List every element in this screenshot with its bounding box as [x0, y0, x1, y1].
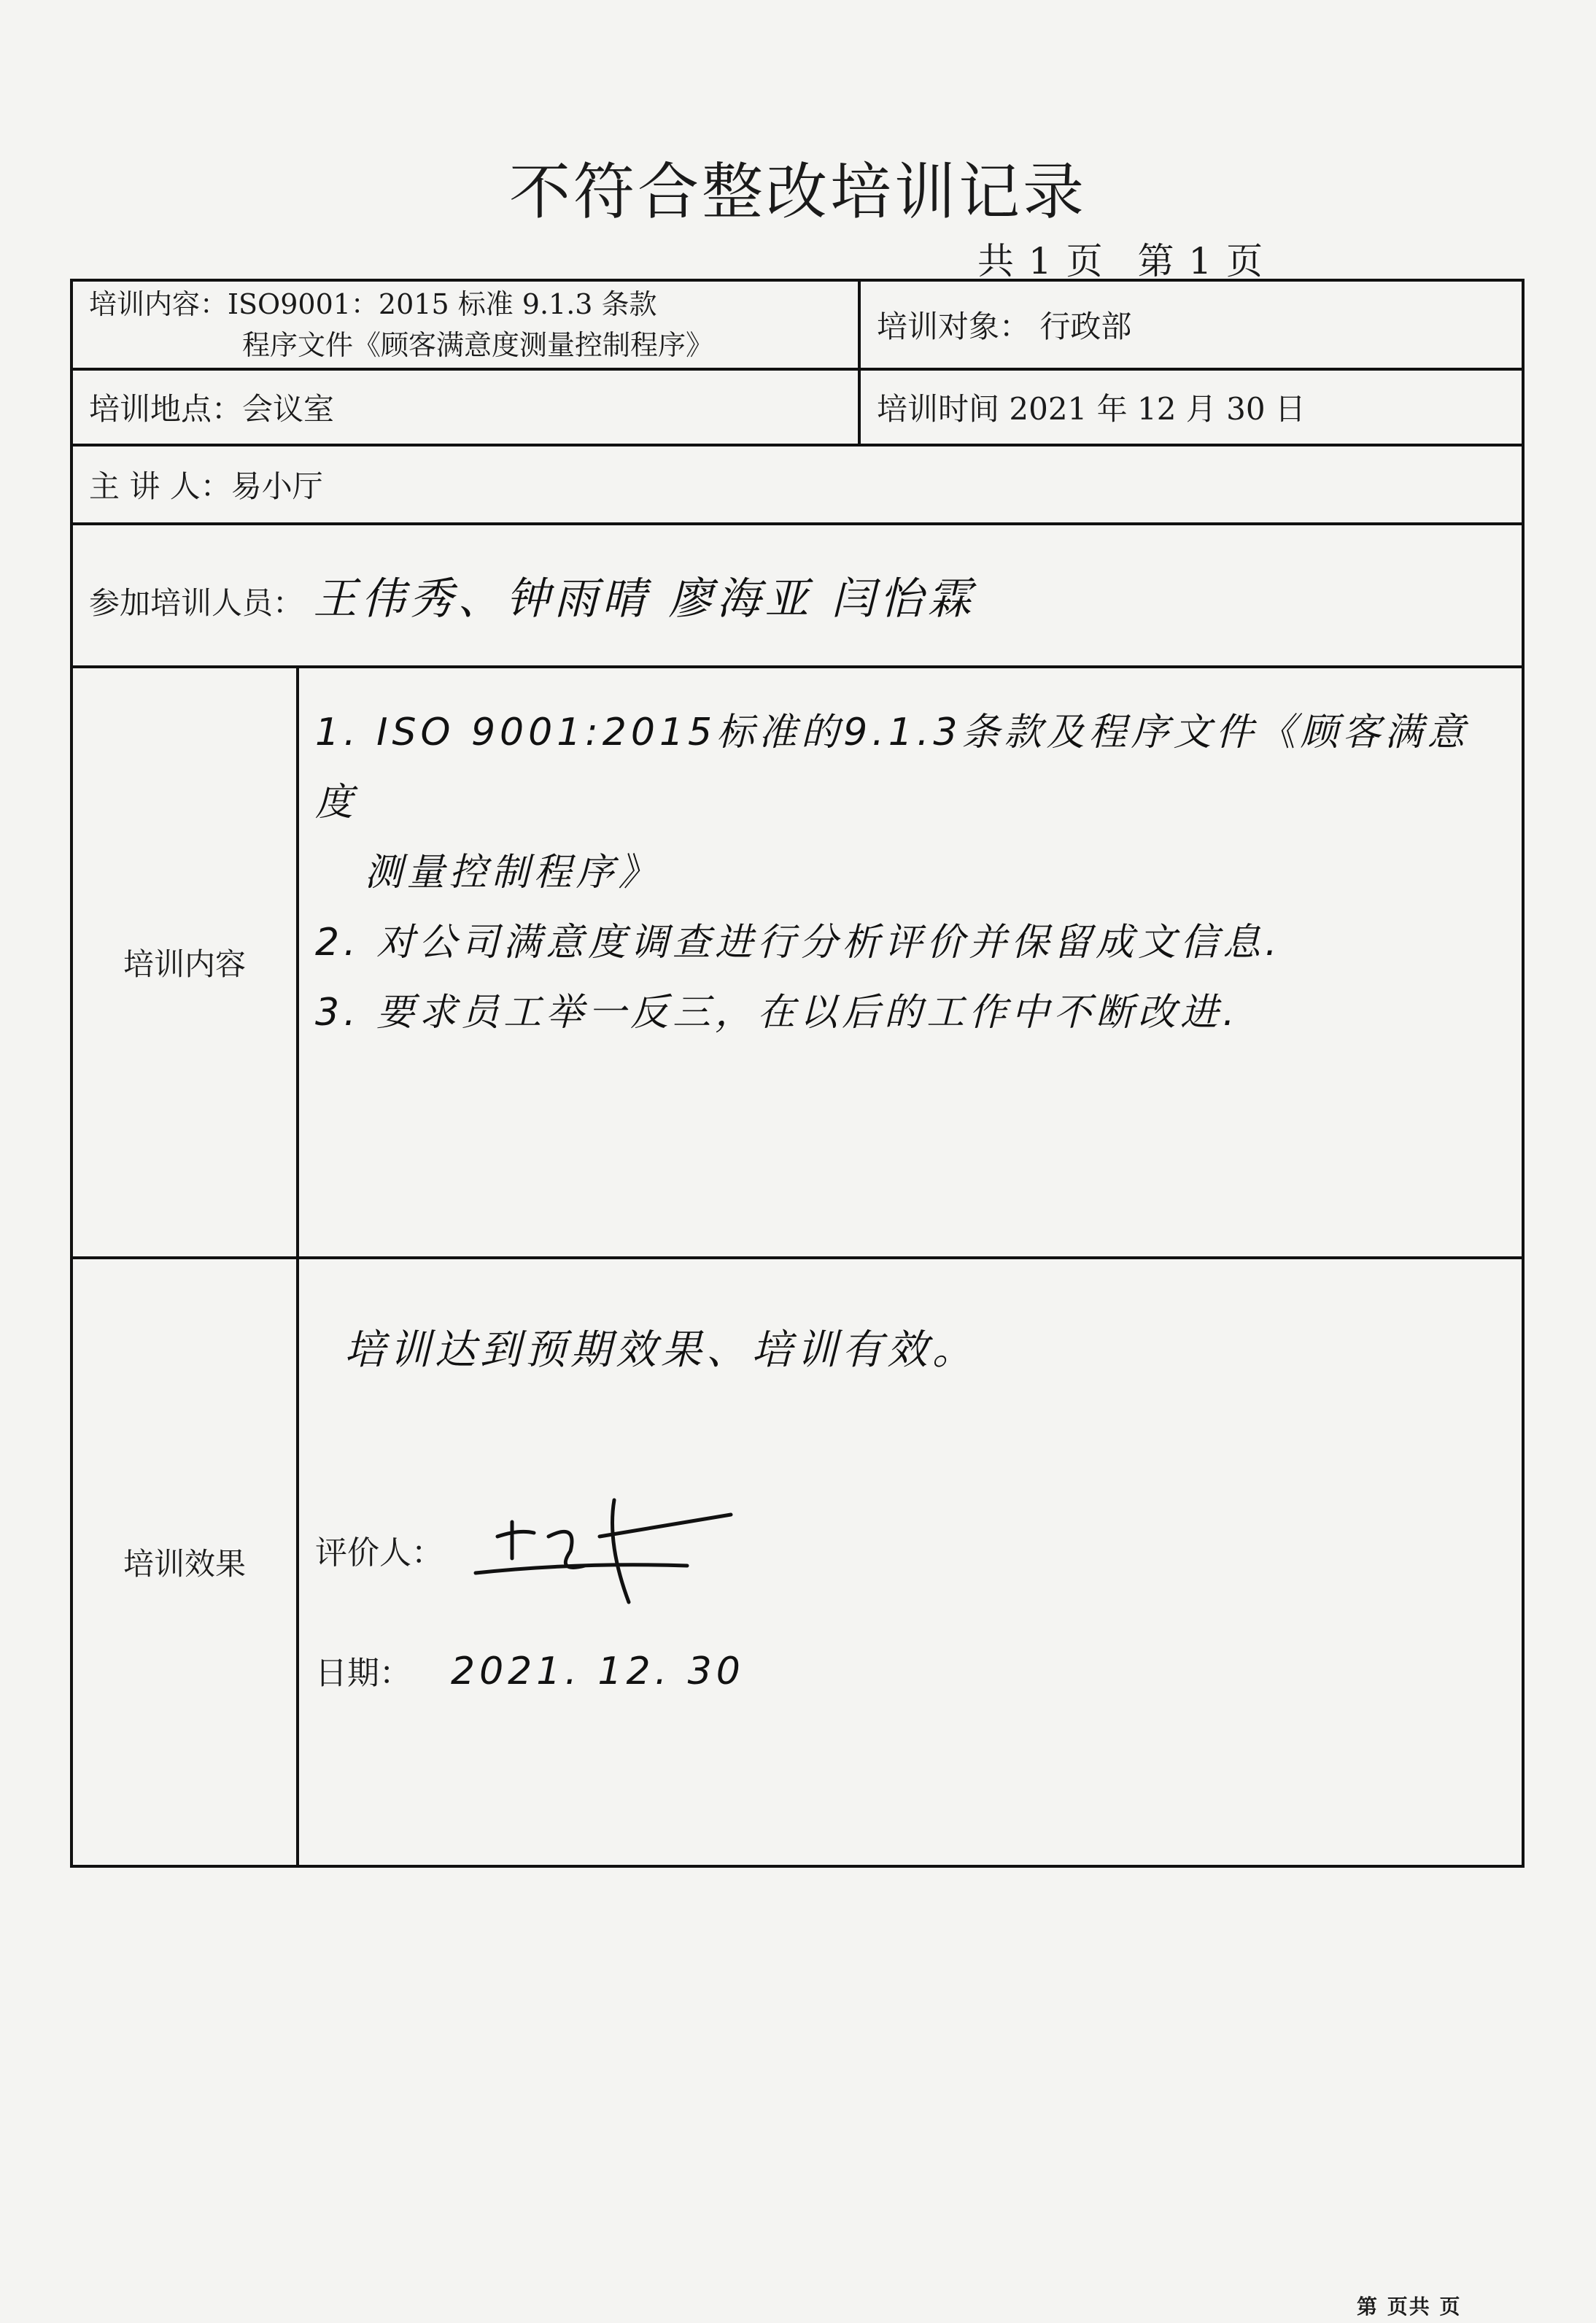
page-current: 第 1 页: [1137, 240, 1265, 282]
content-header-label: 培训内容：: [89, 288, 228, 320]
location-cell: [71, 369, 859, 445]
page-footer: 第 页共 页: [1357, 2295, 1462, 2319]
page-title: 不符合整改培训记录: [508, 156, 1087, 228]
target-value: 行政部: [1039, 309, 1132, 344]
record-table: [70, 279, 1525, 1868]
content-header-line2: 程序文件《顾客满意度测量控制程序》: [242, 329, 714, 361]
attendees-cell: [71, 524, 1523, 667]
attendees-value: 王伟秀、钟雨晴 廖海亚 闫怡霖: [313, 573, 976, 625]
page-total: 共 1 页: [977, 240, 1104, 282]
location-value: 会议室: [242, 391, 335, 427]
training-content-label: 培训内容: [71, 667, 298, 1258]
content-line: 2. 对公司满意度调查进行分析评价并保留成文信息.: [315, 921, 1282, 965]
training-effect-label: 培训效果: [71, 1258, 298, 1866]
time-label: 培训时间: [877, 391, 1000, 427]
row-content-header: [71, 280, 1523, 369]
row-training-effect: [71, 1258, 1523, 1866]
content-line: 测量控制程序》: [315, 851, 661, 894]
row-attendees: [71, 524, 1523, 667]
date-label: 日期：: [315, 1655, 411, 1692]
row-lecturer: [71, 445, 1523, 524]
content-header-line1: ISO9001：2015 标准 9.1.3 条款: [228, 288, 657, 320]
content-line: 3. 要求员工举一反三，在以后的工作中不断改进.: [315, 991, 1239, 1035]
time-value: 2021 年 12 月 30 日: [1009, 391, 1306, 427]
target-label: 培训对象：: [877, 309, 1031, 344]
training-content-body: [298, 667, 1523, 1258]
lecturer-label: 主 讲 人：: [89, 468, 231, 504]
lecturer-value: 易小厅: [231, 468, 323, 504]
page-info: [977, 232, 1285, 285]
target-cell: [859, 280, 1523, 369]
effect-text: 培训达到预期效果、培训有效。: [344, 1326, 977, 1374]
row-location: [71, 369, 1523, 445]
date-value: 2021. 12. 30: [451, 1650, 745, 1693]
evaluator-label: 评价人：: [315, 1534, 443, 1572]
time-cell: [859, 369, 1523, 445]
evaluator-row: [315, 1493, 1506, 1617]
lecturer-cell: [71, 445, 1523, 524]
date-row: [315, 1647, 1506, 1693]
content-header-cell: [71, 280, 859, 369]
content-line: 1. ISO 9001:2015标准的9.1.3条款及程序文件《顾客满意度: [315, 711, 1470, 824]
training-effect-body: [298, 1258, 1523, 1866]
row-training-content: [71, 667, 1523, 1258]
location-label: 培训地点：: [89, 391, 243, 427]
attendees-label: 参加培训人员：: [89, 585, 304, 621]
signature-image: [468, 1493, 745, 1617]
